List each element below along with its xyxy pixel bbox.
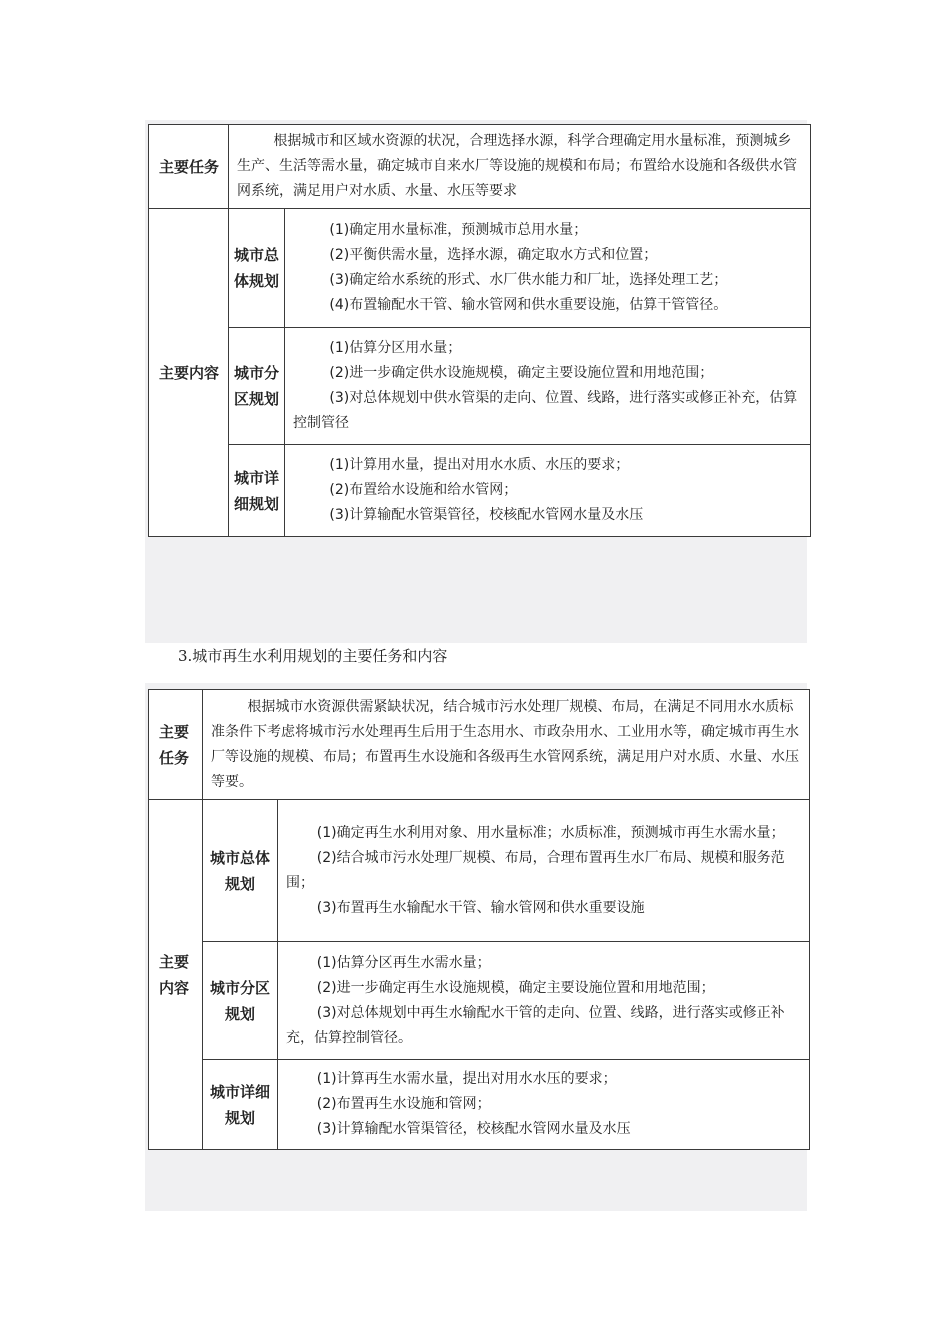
row-label-overall: 城市总体规划 (229, 209, 285, 328)
row-label-district: 城市分区规划 (229, 328, 285, 445)
list-item: (2)布置给水设施和给水管网； (329, 482, 518, 498)
task-text: 根据城市水资源供需紧缺状况，结合城市污水处理厂规模、布局，在满足不同用水水质标准条件下考虑将城市污水处理再生后用于生态用水、市政杂用水、工业用水等，确定城市再生水厂等设施的规模、布局；布置再生水设施和各级再生水管网系统，满足用户对水质、水量、水压等要。 (211, 698, 799, 790)
task-text: 根据城市和区域水资源的状况，合理选择水源，科学合理确定用水量标准，预测城乡生产、生活等需水量，确定城市自来水厂等设施的规模和布局；布置给水设施和各级供水管网系统，满足用户对水质、水量、水压等要求 (237, 133, 797, 199)
list-item: (1)估算分区用水量； (329, 340, 462, 356)
list-item: (1)计算用水量，提出对用水水质、水压的要求； (329, 457, 630, 473)
row-label-overall: 城市总体规划 (203, 800, 278, 942)
list-item: (4)布置输配水干管、输水管网和供水重要设施，估算干管管径。 (329, 297, 728, 313)
list-item: (2)布置再生水设施和管网； (316, 1096, 491, 1112)
list-item: (3)计算输配水管渠管径，校核配水管网水量及水压 (316, 1121, 631, 1137)
task-label: 主要任务 (149, 125, 229, 209)
row-label-detailed: 城市详细规划 (229, 445, 285, 537)
list-item: (2)结合城市污水处理厂规模、布局，合理布置再生水厂布局、规模和服务范围； (286, 849, 785, 891)
list-item: (3)布置再生水输配水干管、输水管网和供水重要设施 (316, 899, 645, 916)
list-item: (3)确定给水系统的形式、水厂供水能力和厂址，选择处理工艺； (329, 272, 728, 288)
list-item: (1)估算分区再生水需水量； (316, 954, 491, 971)
list-item: (2)进一步确定供水设施规模，确定主要设施位置和用地范围； (329, 365, 714, 381)
row-label-detailed: 城市详细规划 (203, 1060, 278, 1150)
list-item: (3)对总体规划中供水管渠的走向、位置、线路，进行落实或修正补充，估算控制管径 (293, 390, 798, 431)
content-label: 主要内容 (149, 800, 203, 1150)
list-item: (3)对总体规划中再生水输配水干管的走向、位置、线路，进行落实或修正补充，估算控制管径。 (286, 1004, 785, 1046)
task-label: 主要任务 (149, 690, 203, 800)
content-label: 主要内容 (149, 209, 229, 537)
list-item: (1)确定再生水利用对象、用水量标准；水质标准，预测城市再生水需水量； (316, 824, 785, 841)
water-supply-table (148, 124, 811, 537)
reclaimed-water-table (148, 689, 810, 1150)
list-item: (1)计算再生水需水量，提出对用水水压的要求； (316, 1071, 617, 1087)
list-item: (2)进一步确定再生水设施规模，确定主要设施位置和用地范围； (316, 979, 715, 996)
list-item: (1)确定用水量标准，预测城市总用水量； (329, 222, 588, 238)
section-heading: 3.城市再生水利用规划的主要任务和内容 (178, 647, 448, 665)
row-label-district: 城市分区规划 (203, 942, 278, 1060)
list-item: (2)平衡供需水量，选择水源，确定取水方式和位置； (329, 247, 658, 263)
list-item: (3)计算输配水管渠管径，校核配水管网水量及水压 (329, 507, 644, 523)
